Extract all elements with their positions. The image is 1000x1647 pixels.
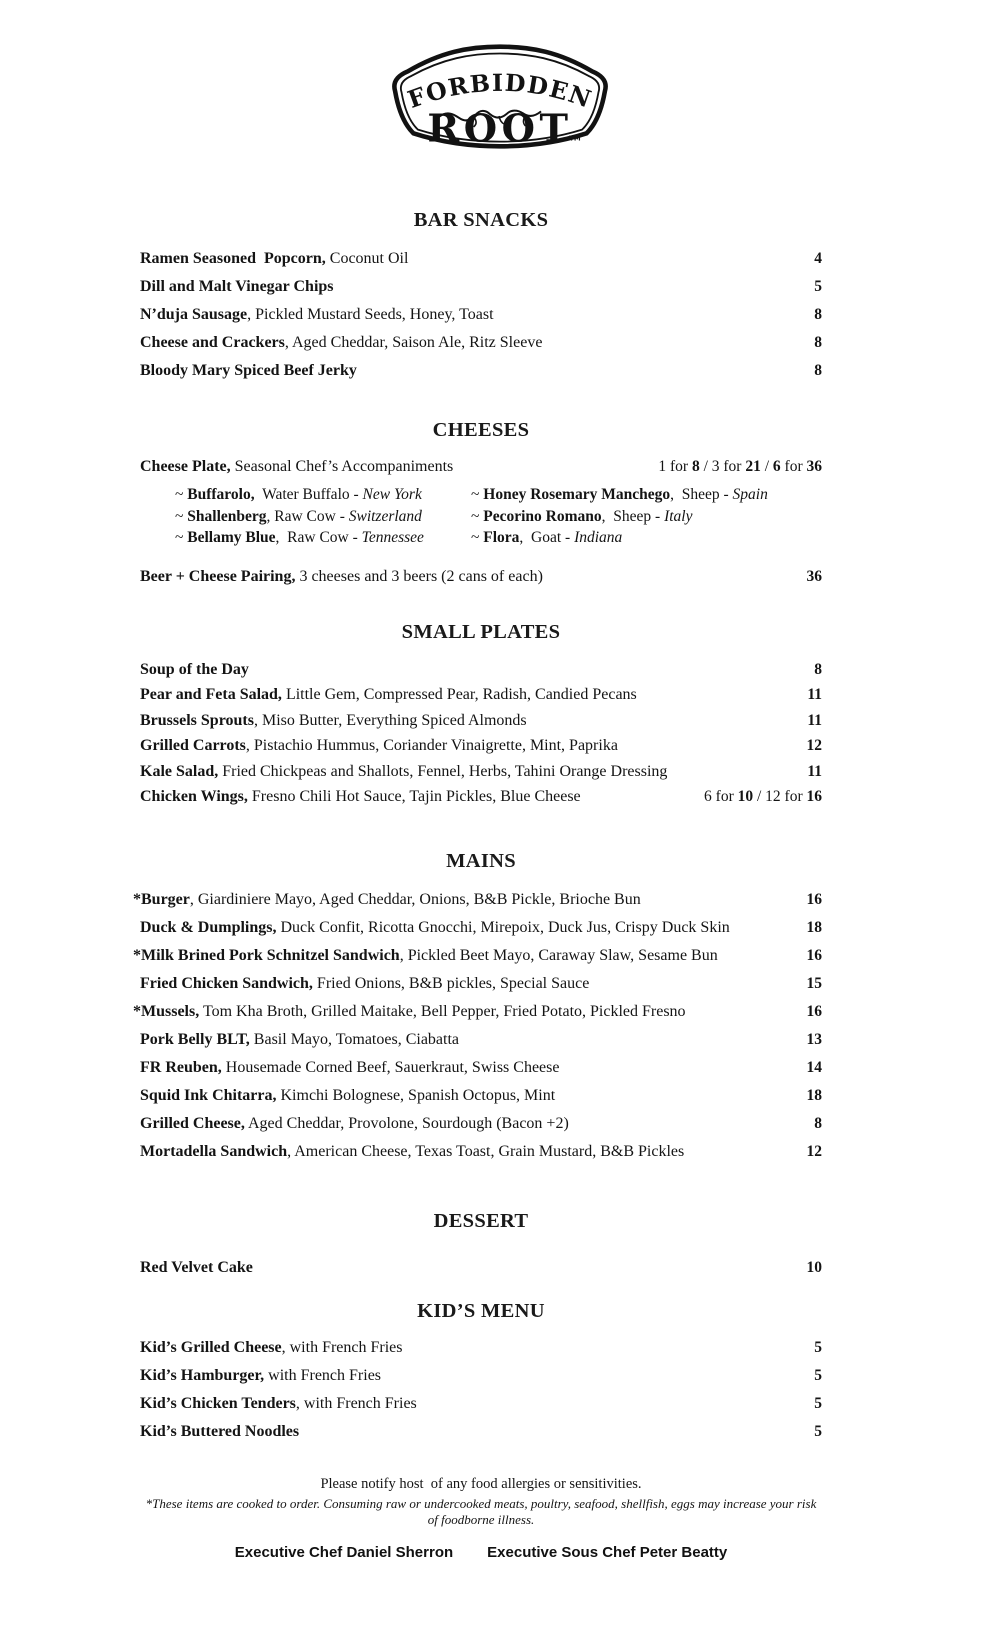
section-title-mains: MAINS <box>446 850 516 873</box>
section-title-small-plates: SMALL PLATES <box>401 620 561 643</box>
item-price <box>793 886 823 914</box>
cheese-milk-type: , Sheep - <box>601 507 665 525</box>
item-description: , with French Fries <box>295 1395 417 1413</box>
item-name: Soup of the Day <box>140 660 249 678</box>
menu-item-row <box>133 998 822 1026</box>
cheese-name: Flora <box>483 529 520 546</box>
menu-item-row <box>140 733 822 759</box>
section-rows-bar-snacks <box>140 245 822 385</box>
menu-item-row <box>140 682 822 708</box>
item-description: Kimchi Bolognese, Spanish Octopus, Mint <box>276 1087 556 1105</box>
item-price <box>800 1110 822 1138</box>
section-rows-mains <box>133 886 822 1166</box>
item-name: Duck & Dumplings, <box>140 919 277 937</box>
item-price <box>793 942 823 970</box>
cheese-origin: Spain <box>732 486 768 503</box>
menu-section-small-plates <box>140 621 822 811</box>
item-description: with French Fries <box>264 1367 382 1385</box>
cheese-column <box>175 484 471 549</box>
logo-word-root: ROOT <box>427 106 573 152</box>
item-name: Cheese and Crackers <box>140 334 285 351</box>
price-part: 5 <box>814 1395 822 1413</box>
item-name: Kid’s Chicken Tenders <box>140 1395 296 1413</box>
item-text <box>140 1418 299 1446</box>
item-text <box>140 733 618 759</box>
item-price <box>800 273 822 301</box>
price-part: / <box>760 458 773 475</box>
item-price <box>793 563 823 591</box>
price-part: 5 <box>814 278 822 295</box>
item-text <box>140 682 637 708</box>
item-description: Coconut Oil <box>325 250 409 267</box>
menu-item-row <box>140 784 822 810</box>
item-description: , with French Fries <box>281 1339 403 1357</box>
item-price <box>644 453 822 481</box>
price-part: 36 <box>806 458 822 475</box>
menu-item-row <box>140 759 822 785</box>
item-name: Brussels Sprouts <box>140 711 254 729</box>
cheese-item <box>471 527 822 549</box>
item-description: , Giardiniere Mayo, Aged Cheddar, Onions, B&B Pickle, Brioche Bun <box>189 891 641 909</box>
cheese-name: Honey Rosemary Manchego <box>483 486 671 503</box>
cheese-milk-type: , Sheep - <box>670 486 733 503</box>
menu-item-row <box>140 1110 822 1138</box>
cheese-name: Pecorino Romano <box>483 507 602 525</box>
cheese-origin: New York <box>362 486 422 503</box>
item-price <box>793 1026 823 1054</box>
item-price <box>793 998 823 1026</box>
tilde-mark: ~ <box>175 529 188 546</box>
item-price <box>800 357 822 385</box>
menu-item-row <box>140 301 822 329</box>
price-part: 5 <box>814 1423 822 1441</box>
item-description: , Pickled Mustard Seeds, Honey, Toast <box>247 306 494 323</box>
cheese-name: Shallenberg <box>187 507 267 525</box>
price-part: 8 <box>814 660 822 678</box>
item-price <box>800 301 822 329</box>
item-price <box>800 1418 822 1446</box>
price-part: 6 for <box>704 788 738 806</box>
item-text <box>140 708 527 734</box>
forbidden-root-logo <box>386 33 614 157</box>
item-name: Pear and Feta Salad, <box>140 686 282 704</box>
menu-item-row <box>140 1082 822 1110</box>
cooked-to-order-disclaimer: *These items are cooked to order. Consuming raw or undercooked meats, poultry, seafood, shellfish, eggs may increase your risk of foodborne illness. <box>145 1496 817 1528</box>
item-price <box>793 1254 823 1282</box>
item-name: Squid Ink Chitarra, <box>140 1087 277 1105</box>
section-rows-cheeses <box>140 453 822 591</box>
item-price <box>793 682 822 708</box>
item-price <box>793 1138 823 1166</box>
item-description: Duck Confit, Ricotta Gnocchi, Mirepoix, Duck Jus, Crispy Duck Skin <box>276 919 730 937</box>
item-description: Tom Kha Broth, Grilled Maitake, Bell Pepper, Fried Potato, Pickled Fresno <box>199 1003 686 1021</box>
executive-chef-credit: Executive Chef Daniel Sherron <box>234 1544 454 1562</box>
item-price <box>793 1082 823 1110</box>
item-description: , Miso Butter, Everything Spiced Almonds <box>253 711 527 729</box>
price-part: 11 <box>807 762 822 780</box>
menu-section-dessert <box>140 1210 822 1282</box>
item-name: Dill and Malt Vinegar Chips <box>140 278 334 295</box>
price-part: 11 <box>807 711 822 729</box>
cheese-name: Buffarolo, <box>187 486 255 503</box>
item-text <box>140 914 730 942</box>
item-text <box>140 1254 253 1282</box>
price-part: 1 for <box>658 458 692 475</box>
menu-item-row <box>140 329 822 357</box>
allergy-note: Please notify host of any food allergies or sensitivities. <box>320 1476 642 1493</box>
item-price <box>793 708 822 734</box>
item-name: Ramen Seasoned Popcorn, <box>140 250 326 267</box>
item-price <box>800 1390 822 1418</box>
item-name: Grilled Carrots <box>140 737 246 755</box>
item-description: , Aged Cheddar, Saison Ale, Ritz Sleeve <box>284 334 543 351</box>
item-price <box>800 245 822 273</box>
logo-word-forbidden: FORBIDDEN <box>404 68 596 114</box>
cheese-name: Bellamy Blue <box>187 529 276 546</box>
menu-item-row <box>140 1390 822 1418</box>
item-description: Fried Chickpeas and Shallots, Fennel, Herbs, Tahini Orange Dressing <box>218 762 668 780</box>
item-text <box>133 886 641 914</box>
item-text <box>140 1334 403 1362</box>
item-price <box>800 657 822 683</box>
item-name: Grilled Cheese, <box>140 1115 245 1133</box>
item-text <box>140 245 408 273</box>
price-part: for <box>780 458 807 475</box>
price-part: 8 <box>814 334 822 351</box>
item-text <box>140 784 581 810</box>
cheese-origin: Indiana <box>574 529 623 546</box>
menu-section-kids-menu <box>140 1300 822 1446</box>
price-part: 10 <box>737 788 754 806</box>
cheese-milk-type: , Goat - <box>519 529 575 546</box>
item-name: Fried Chicken Sandwich, <box>140 975 313 993</box>
item-name: *Milk Brined Pork Schnitzel Sandwich <box>133 947 400 965</box>
price-part: 8 <box>814 306 822 323</box>
item-name: Kale Salad, <box>140 762 219 780</box>
menu-item-row <box>140 357 822 385</box>
price-part: 13 <box>806 1031 822 1049</box>
price-part: 11 <box>807 686 822 704</box>
item-price <box>793 914 823 942</box>
item-price <box>793 759 822 785</box>
menu-item-row <box>140 970 822 998</box>
cheese-item <box>175 527 471 549</box>
cheese-milk-type: Water Buffalo - <box>254 486 363 503</box>
item-name: N’duja Sausage <box>140 306 248 323</box>
menu-item-row <box>140 453 822 481</box>
item-text <box>140 357 357 385</box>
section-rows-dessert <box>140 1254 822 1282</box>
menu-item-row <box>133 942 822 970</box>
item-description: Basil Mayo, Tomatoes, Ciabatta <box>249 1031 460 1049</box>
menu-item-row <box>140 914 822 942</box>
menu-item-row <box>140 1054 822 1082</box>
price-part: 4 <box>814 250 822 267</box>
item-name: Kid’s Buttered Noodles <box>140 1423 300 1441</box>
sous-chef-credit: Executive Sous Chef Peter Beatty <box>487 1544 728 1562</box>
price-part: 15 <box>806 975 822 993</box>
cheese-item <box>175 484 471 506</box>
menu-item-row <box>140 1138 822 1166</box>
cheese-item <box>175 506 471 528</box>
tilde-mark: ~ <box>175 507 188 525</box>
item-description: , Pickled Beet Mayo, Caraway Slaw, Sesame Bun <box>399 947 718 965</box>
price-part: 16 <box>806 1003 822 1021</box>
chef-credits <box>140 1544 822 1561</box>
item-description: 3 cheeses and 3 beers (2 cans of each) <box>295 567 543 585</box>
item-description: , American Cheese, Texas Toast, Grain Mustard, B&B Pickles <box>287 1143 685 1161</box>
item-text <box>133 998 686 1026</box>
item-price <box>800 1334 822 1362</box>
item-description: Aged Cheddar, Provolone, Sourdough (Bacon +2) <box>244 1115 569 1133</box>
cheese-item <box>471 484 822 506</box>
item-price <box>793 733 823 759</box>
cheese-column <box>471 484 822 549</box>
item-name: Cheese Plate, <box>140 458 231 475</box>
price-part: 12 <box>806 737 822 755</box>
tilde-mark: ~ <box>471 529 484 546</box>
item-text <box>140 329 542 357</box>
item-price <box>800 1362 822 1390</box>
item-description: Little Gem, Compressed Pear, Radish, Candied Pecans <box>281 686 637 704</box>
section-title-bar-snacks: BAR SNACKS <box>413 209 549 231</box>
item-text <box>140 1054 559 1082</box>
price-part: 10 <box>806 1259 822 1277</box>
item-name: Pork Belly BLT, <box>140 1031 250 1049</box>
price-part: 21 <box>745 458 761 475</box>
menu-item-row <box>140 563 822 591</box>
item-name: Kid’s Hamburger, <box>140 1367 265 1385</box>
cheese-origin: Italy <box>664 507 693 525</box>
item-name: Mortadella Sandwich <box>140 1143 288 1161</box>
price-part: 16 <box>806 947 822 965</box>
cheese-origin: Switzerland <box>348 507 422 525</box>
menu-item-row <box>140 1362 822 1390</box>
item-name: FR Reuben, <box>140 1059 222 1077</box>
item-text <box>133 942 718 970</box>
item-description: Housemade Corned Beef, Sauerkraut, Swiss Cheese <box>221 1059 560 1077</box>
item-text <box>140 1110 569 1138</box>
price-part: 8 <box>691 458 700 475</box>
item-text <box>140 1138 684 1166</box>
cheese-item <box>471 506 822 528</box>
section-title-dessert: DESSERT <box>433 1210 529 1233</box>
item-price <box>690 784 822 810</box>
menu-sections <box>0 209 1000 1446</box>
price-part: 16 <box>806 788 822 806</box>
menu-item-row <box>140 1334 822 1362</box>
item-name: *Mussels, <box>133 1003 200 1021</box>
tilde-mark: ~ <box>471 486 484 503</box>
logo-container <box>0 33 1000 157</box>
item-text <box>140 1082 555 1110</box>
menu-section-cheeses <box>140 419 822 591</box>
menu-item-row <box>140 1254 822 1282</box>
item-text <box>140 1026 459 1054</box>
price-part: / 12 for <box>753 788 807 806</box>
item-text <box>140 563 543 591</box>
item-text <box>140 1362 381 1390</box>
menu-footer <box>140 1476 822 1561</box>
section-rows-kids-menu <box>140 1334 822 1446</box>
item-name: Red Velvet Cake <box>140 1259 253 1277</box>
price-part: 14 <box>806 1059 822 1077</box>
price-part: 6 <box>772 458 781 475</box>
menu-item-row <box>140 708 822 734</box>
item-description: Fried Onions, B&B pickles, Special Sauce <box>312 975 590 993</box>
cheese-origin: Tennessee <box>361 529 424 546</box>
item-text <box>140 273 334 301</box>
section-title-kids-menu: KID’S MENU <box>417 1300 545 1323</box>
menu-item-row <box>140 273 822 301</box>
menu-section-mains <box>133 850 822 1166</box>
tilde-mark: ~ <box>471 507 484 525</box>
item-description: , Pistachio Hummus, Coriander Vinaigrette, Mint, Paprika <box>245 737 618 755</box>
price-part: 5 <box>814 1367 822 1385</box>
menu-item-row <box>140 1026 822 1054</box>
item-price <box>793 1054 823 1082</box>
menu-item-row <box>140 657 822 683</box>
item-price <box>793 970 823 998</box>
item-description: Fresno Chili Hot Sauce, Tajin Pickles, Blue Cheese <box>247 788 581 806</box>
menu-item-row <box>140 245 822 273</box>
menu-item-row <box>140 1418 822 1446</box>
item-name: Beer + Cheese Pairing, <box>140 567 296 585</box>
price-part: 8 <box>814 362 822 379</box>
cheese-list <box>175 484 822 549</box>
price-part: 8 <box>814 1115 822 1133</box>
menu-section-bar-snacks <box>140 209 822 385</box>
item-name: Kid’s Grilled Cheese <box>140 1339 282 1357</box>
item-name: Chicken Wings, <box>140 788 248 806</box>
item-price <box>800 329 822 357</box>
cheese-milk-type: , Raw Cow - <box>266 507 349 525</box>
item-text <box>140 453 453 481</box>
item-text <box>140 1390 417 1418</box>
item-description: Seasonal Chef’s Accompaniments <box>230 458 454 475</box>
item-text <box>140 759 667 785</box>
price-part: 16 <box>806 891 822 909</box>
item-name: Bloody Mary Spiced Beef Jerky <box>140 362 357 379</box>
cheese-milk-type: , Raw Cow - <box>275 529 362 546</box>
item-text <box>140 657 249 683</box>
section-title-cheeses: CHEESES <box>432 419 530 441</box>
price-part: 5 <box>814 1339 822 1357</box>
menu-item-row <box>133 886 822 914</box>
tilde-mark: ~ <box>175 486 188 503</box>
price-part: 18 <box>806 1087 822 1105</box>
price-part: 36 <box>806 567 822 585</box>
item-text <box>140 970 589 998</box>
price-part: / 3 for <box>699 458 746 475</box>
item-text <box>140 301 494 329</box>
item-name: *Burger <box>133 891 190 909</box>
price-part: 18 <box>806 919 822 937</box>
price-part: 12 <box>806 1143 822 1161</box>
section-rows-small-plates <box>140 657 822 811</box>
logo-tm-mark: TM <box>569 134 581 143</box>
